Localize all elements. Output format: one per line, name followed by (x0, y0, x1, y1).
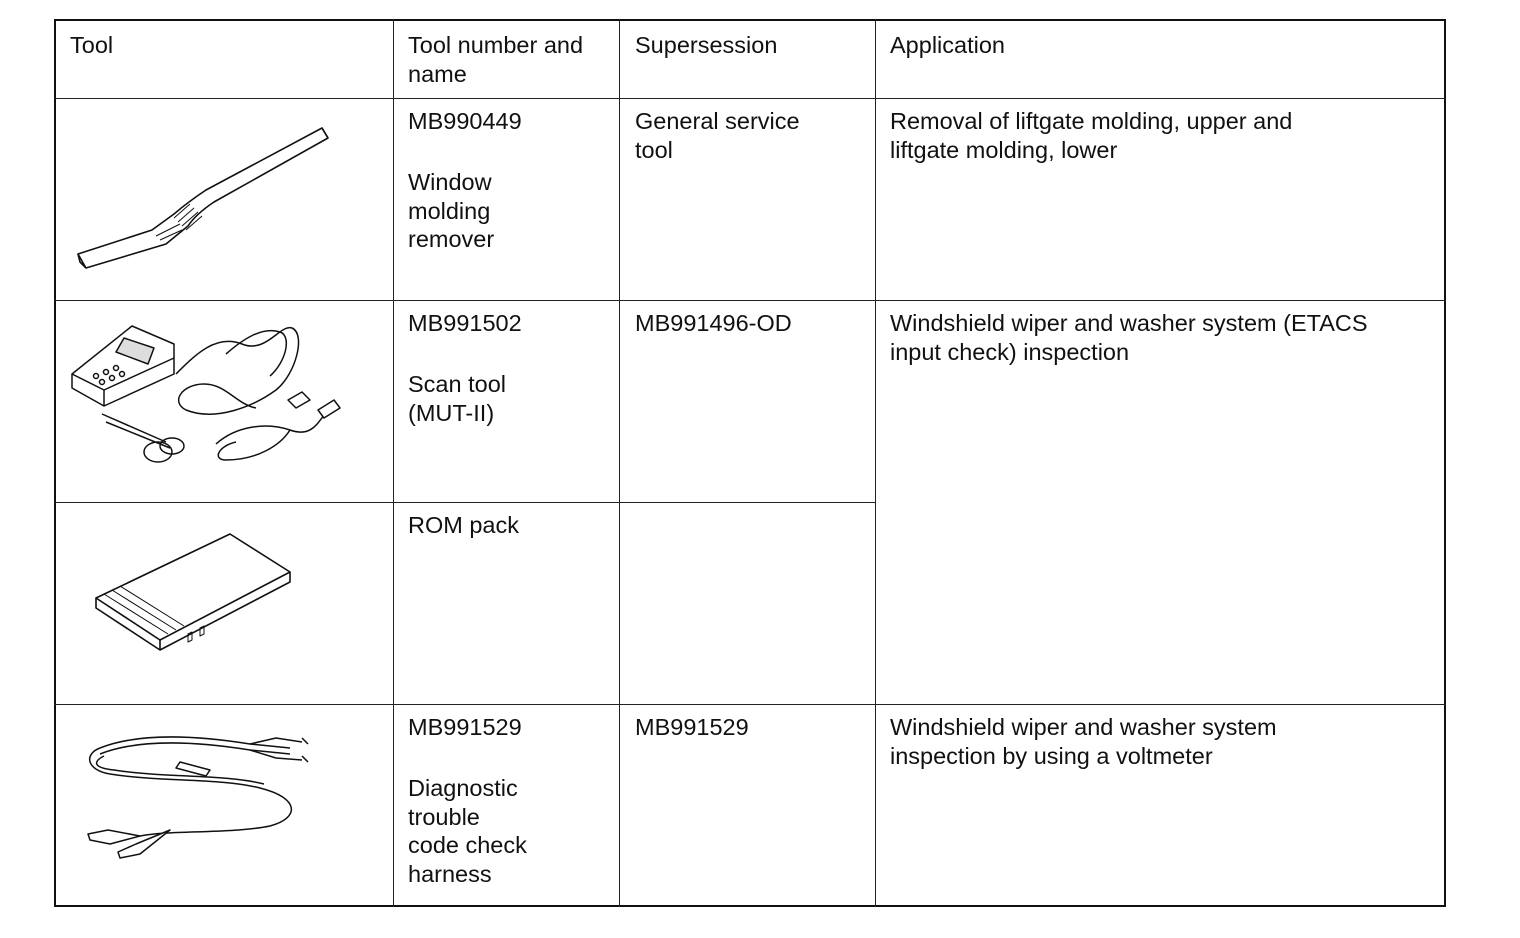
molding-remover-illustration (70, 118, 340, 278)
tool-name: Diagnostic trouble code check harness (408, 775, 527, 887)
row-divider (54, 300, 1446, 301)
tool-number: MB991529 (408, 714, 522, 740)
tool-name: Scan tool (MUT-II) (408, 371, 506, 426)
supersession-value: MB991529 (635, 714, 749, 740)
application-value: Windshield wiper and washer system inspection by using a voltmeter (890, 714, 1277, 769)
row-divider (54, 704, 1446, 705)
scan-tool-illustration (66, 314, 342, 478)
supersession-value: MB991496-OD (635, 310, 792, 336)
header-supersession: Supersession (635, 32, 778, 58)
check-harness-illustration (80, 722, 310, 872)
application-value: Removal of liftgate molding, upper and liftgate molding, lower (890, 108, 1293, 163)
column-divider (619, 19, 620, 907)
supersession-value: General service tool (635, 108, 800, 163)
tool-number: MB990449 (408, 108, 522, 134)
application-value: Windshield wiper and washer system (ETACS input check) inspection (890, 310, 1368, 365)
tool-name: ROM pack (408, 512, 519, 538)
tool-number: MB991502 (408, 310, 522, 336)
row-divider (54, 502, 876, 503)
tool-name: Window molding remover (408, 169, 495, 252)
column-divider (393, 19, 394, 907)
row-divider (54, 98, 1446, 99)
column-divider (875, 19, 876, 907)
header-tool: Tool (70, 32, 114, 58)
header-tool-number-and-name: Tool number and name (408, 32, 584, 87)
rom-pack-illustration (90, 528, 300, 652)
header-application: Application (890, 32, 1005, 58)
